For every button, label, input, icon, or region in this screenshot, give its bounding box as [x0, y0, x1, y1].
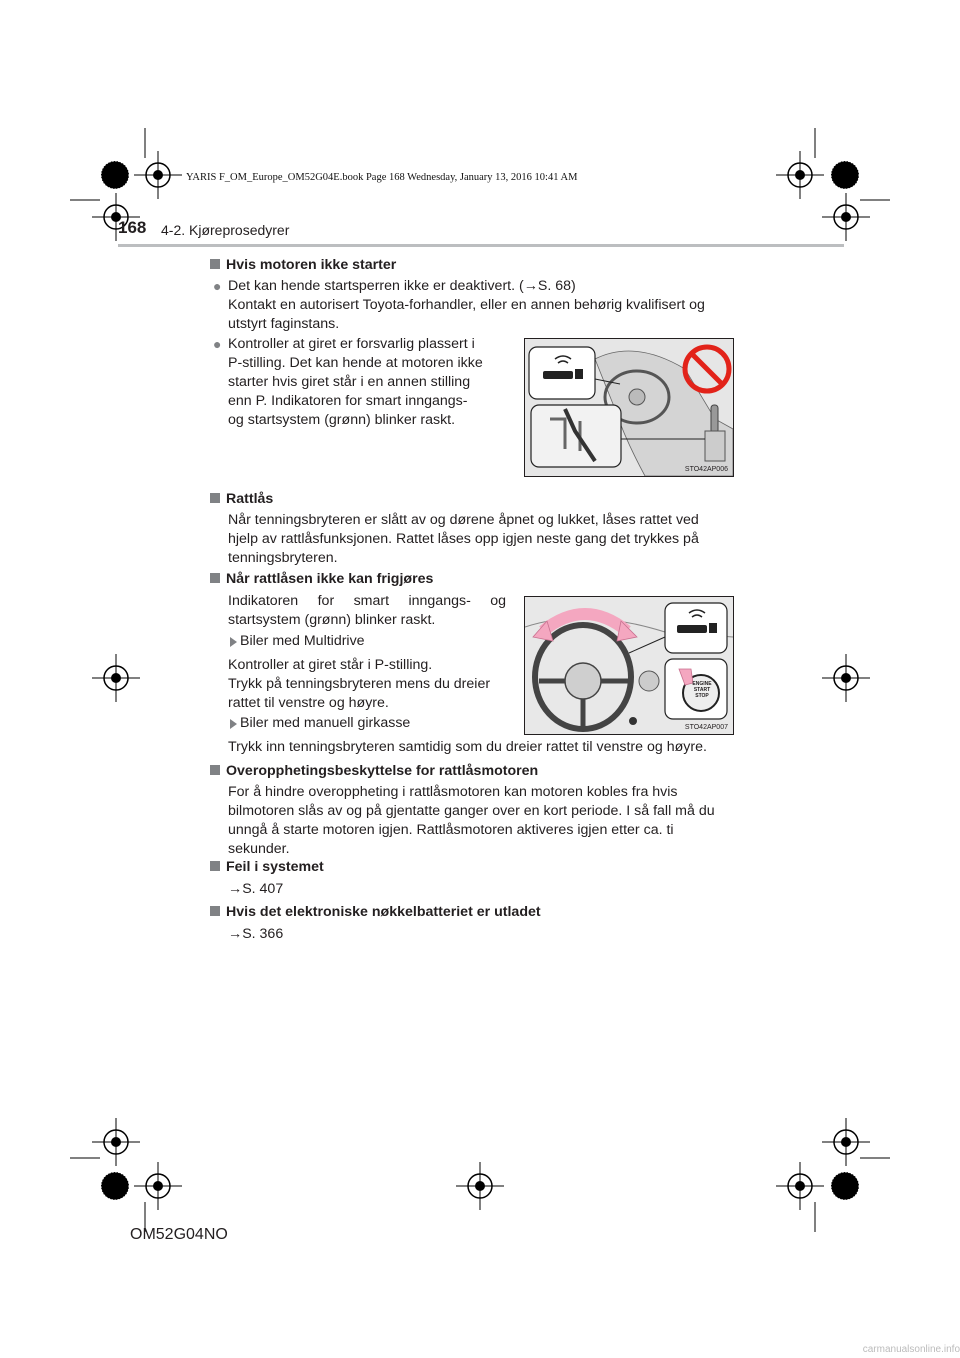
paragraph-lock-indicator: Indikatoren for smart inngangs- og startsystem (grønn) blinker raskt.: [228, 593, 506, 628]
engine-start-stop-button: ENGINE START STOP: [692, 681, 712, 699]
square-bullet-icon: [210, 906, 220, 916]
paragraph-overheat: For å hindre overoppheting i rattlåsmotoren kan motoren kobles fra hvis bilmotoren slås av og på gjentatte ganger over en kort periode. I så fall må du unngå å starte motoren igjen. Rattlåsmotoren aktiveres igjen etter ca. ti sekunder.: [228, 784, 715, 857]
figure-code: STO42AP007: [684, 724, 728, 731]
registration-mark-icon: [776, 1162, 824, 1210]
print-info: YARIS F_OM_Europe_OM52G04E.book Page 168 Wednesday, January 13, 2016 10:41 AM: [186, 172, 578, 183]
star-target-icon: [831, 161, 859, 189]
star-target-icon: [831, 1172, 859, 1200]
sub-manual: Biler med manuell girkasse: [240, 715, 411, 731]
heading-lock-release: Når rattlåsen ikke kan frigjøres: [210, 570, 433, 589]
page-number: 168: [118, 218, 147, 237]
square-bullet-icon: [210, 259, 220, 269]
figure-gear-shift: [524, 338, 734, 477]
registration-mark-icon: [822, 1118, 870, 1166]
steering-wheel-illustration: [525, 597, 733, 734]
registration-mark-icon: [456, 1162, 504, 1210]
paragraph-immobilizer: Det kan hende startsperren ikke er deaktivert. (→S. 68) Kontakt en autorisert Toyota-forhandler, eller en annen behørig kvalifisert og utstyrt faginstans.: [228, 278, 705, 332]
paragraph-steering-lock: Når tenningsbryteren er slått av og dørene åpnet og lukket, låses rattet ved hjelp av rattlåsfunksjonen. Rattet låses opp igjen neste gang det trykkes på tenningsbryteren.: [228, 512, 699, 566]
heading-overheat: Overopphetingsbeskyttelse for rattlåsmotoren: [210, 762, 538, 781]
circle-bullet-icon: ●: [213, 336, 222, 352]
registration-mark-icon: [134, 1162, 182, 1210]
square-bullet-icon: [210, 573, 220, 583]
star-target-icon: [101, 1172, 129, 1200]
heading-system-fault: Feil i systemet: [210, 858, 324, 877]
page-reference-link[interactable]: →S. 366: [228, 926, 284, 942]
circle-bullet-icon: ●: [213, 278, 222, 294]
heading-steering-lock: Rattlås: [210, 490, 273, 509]
heading-not-start: Hvis motoren ikke starter: [210, 256, 396, 275]
square-bullet-icon: [210, 493, 220, 503]
registration-mark-icon: [92, 1118, 140, 1166]
watermark: carmanualsonline.info: [862, 1344, 960, 1355]
registration-mark-icon: [134, 151, 182, 199]
page-reference-link[interactable]: →S. 407: [228, 881, 284, 897]
figure-steering-wheel: [524, 596, 734, 735]
square-bullet-icon: [210, 861, 220, 871]
triangle-bullet-icon: [230, 719, 237, 729]
figure-code: STO42AP006: [684, 466, 728, 473]
sub-multidrive: Biler med Multidrive: [240, 633, 365, 649]
registration-mark-icon: [776, 151, 824, 199]
document-code: OM52G04NO: [130, 1226, 228, 1243]
dashboard-illustration: [525, 339, 733, 476]
registration-mark-icon: [822, 654, 870, 702]
section-title: 4-2. Kjøreprosedyrer: [161, 222, 290, 238]
paragraph-multidrive: Kontroller at giret står i P-stilling. Trykk på tenningsbryteren mens du dreier rattet til venstre og høyre.: [228, 657, 491, 711]
header-rule: [118, 244, 844, 247]
star-target-icon: [101, 161, 129, 189]
heading-key-battery: Hvis det elektroniske nøkkelbatteriet er utladet: [210, 903, 541, 922]
registration-mark-icon: [92, 654, 140, 702]
square-bullet-icon: [210, 765, 220, 775]
paragraph-gear-position: Kontroller at giret er forsvarlig plassert i P-stilling. Det kan hende at motoren ikke starter hvis giret står i en annen stilling enn P. Indikatoren for smart inngangs- og startsystem (grønn) blinker raskt.: [228, 336, 483, 428]
paragraph-manual: Trykk inn tenningsbryteren samtidig som du dreier rattet til venstre og høyre.: [228, 739, 707, 755]
triangle-bullet-icon: [230, 637, 237, 647]
